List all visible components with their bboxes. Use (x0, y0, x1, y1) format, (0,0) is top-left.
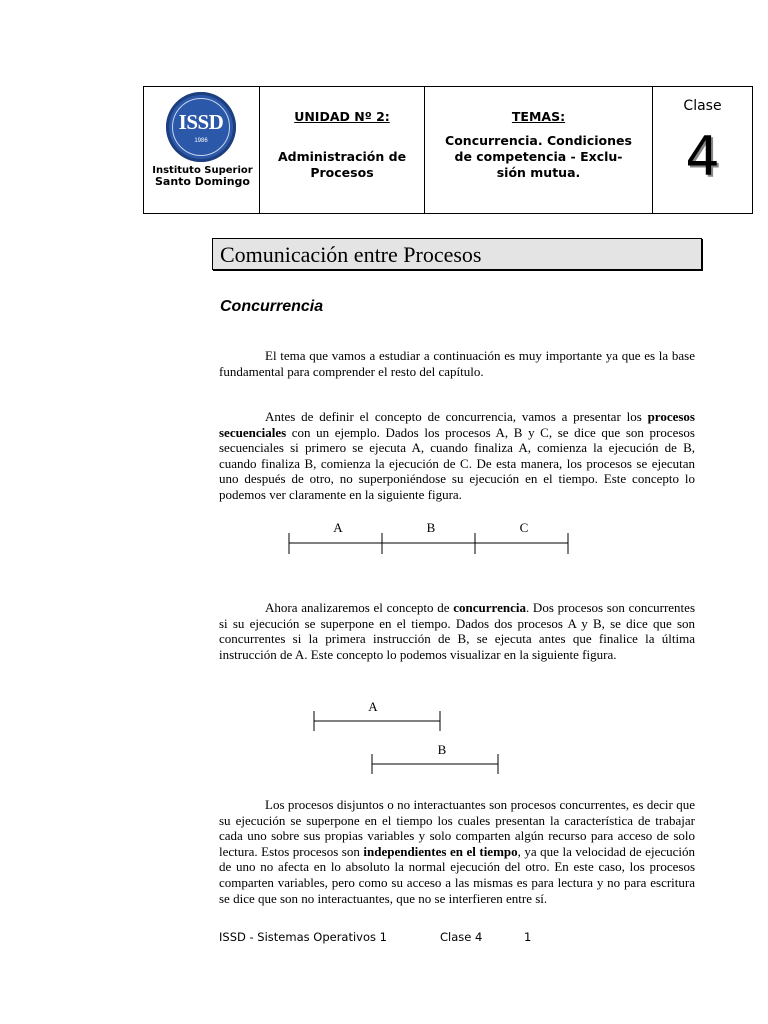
issd-seal-logo (166, 92, 236, 162)
unidad-title: UNIDAD Nº 2: (294, 109, 390, 124)
unidad-body (264, 149, 420, 181)
footer-page-number: 1 (524, 930, 532, 944)
temas-cell (425, 87, 653, 213)
temas-body (429, 133, 648, 181)
temas-line3: sión mutua. (496, 165, 581, 180)
paragraph-1: El tema que vamos a estudiar a continuación es muy importante ya que es la base fundamental para comprender el resto del capítulo. (219, 348, 695, 379)
fig2-label-a: A (368, 699, 378, 714)
figure-concurrent-processes (310, 697, 510, 779)
footer-course: ISSD - Sistemas Operativos 1 (219, 930, 387, 944)
paragraph-2: Antes de definir el concepto de concurrencia, vamos a presentar los procesos secuenciales con un ejemplo. Dados los procesos A, B y C, se dice que son procesos secuenciales si primero se ejecuta A, cuando finaliza A, comienza la ejecución de B, cuando finaliza B, comienza la ejecución de C. De esta manera, los procesos se ejecutan uno después de otro, no superponiéndose su ejecución en el tiempo. Este concepto lo podemos ver claramente en la siguiente figura. (219, 409, 695, 502)
unidad-cell (260, 87, 425, 213)
fig1-label-a: A (333, 520, 343, 535)
section-title-box (212, 238, 702, 270)
fig2-label-b: B (437, 742, 447, 757)
clase-number: 4 (685, 125, 720, 188)
paragraph-4: Los procesos disjuntos o no interactuantes son procesos concurrentes, es decir que su ejecución se superpone en el tiempo los cuales presentan la característica de trabajar cada uno sobre sus propias variables y solo comparten algún recurso para acceso de solo lectura. Estos procesos son independientes en el tiempo, ya que la velocidad de ejecución de uno no afecta en lo absoluto la normal ejecución del otro. En este caso, los procesos comparten variables, pero como su acceso a las mismas es para lectura y no para escritura se dice que son no interactuantes, que no se interfieren entre sí. (219, 797, 695, 906)
term-procesos-secuenciales: procesos secuenciales (219, 409, 695, 440)
temas-title: TEMAS: (511, 109, 566, 124)
term-concurrencia: concurrencia (453, 600, 526, 615)
figure-sequential-processes (285, 516, 575, 558)
temas-line1: Concurrencia. Condiciones (445, 133, 632, 148)
footer-clase: Clase 4 (440, 930, 483, 944)
institute-name-line2: Santo Domingo (154, 175, 250, 188)
seal-year: 1986 (194, 138, 208, 144)
clase-cell (653, 87, 752, 213)
seal-text: ISSD (178, 110, 224, 134)
clase-label: Clase (683, 98, 722, 114)
unidad-line2: Procesos (310, 165, 374, 180)
institute-name-line1: Instituto Superior (152, 165, 253, 176)
header-table (143, 86, 753, 214)
fig1-label-c: C (519, 520, 529, 535)
temas-line2: de competencia - Exclu- (454, 149, 623, 164)
paragraph-3: Ahora analizaremos el concepto de concurrencia. Dos procesos son concurrentes si su ejecución se superpone en el tiempo. Dados dos procesos A y B, se dice que son concurrentes si la primera instrucción de B, se ejecuta antes que finalice la última instrucción de A. Este concepto lo podemos visualizar en la siguiente figura. (219, 600, 696, 662)
subheading-concurrencia: Concurrencia (220, 298, 324, 315)
fig1-label-b: B (426, 520, 436, 535)
section-title: Comunicación entre Procesos (220, 242, 482, 267)
unidad-line1: Administración de (277, 149, 407, 164)
term-independientes: independientes en el tiempo (363, 843, 518, 859)
logo-cell (144, 87, 260, 213)
